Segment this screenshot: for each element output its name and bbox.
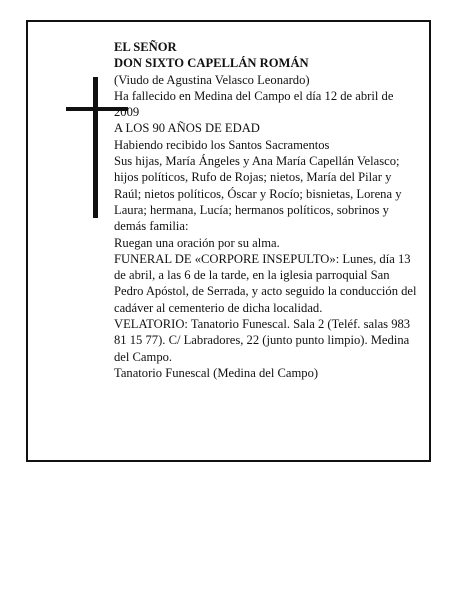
funeral-paragraph: FUNERAL DE «CORPORE INSEPULTO»: Lunes, día 13 de abril, a las 6 de la tarde, en la iglesia parroquial San Pedro Apóstol, de Serrada, y acto seguido la conducción del cadáver al cementerio de dicha localidad. [114,251,417,315]
cross-vertical-bar [93,77,98,218]
sacraments-line: Habiendo recibido los Santos Sacramentos [114,137,330,152]
family-paragraph: Sus hijas, María Ángeles y Ana María Capellán Velasco; hijos políticos, Rufo de Rojas; nietos, María del Pilar y Raúl; nietos políticos, Óscar y Rocío; bisnietas, Lorena y Laura; hermana, Lucía; hermanos políticos, sobrinos y demás familia: [114,154,402,234]
prayer-line: Ruegan una oración por su alma. [114,235,280,250]
age-line: A LOS 90 AÑOS DE EDAD [114,121,260,136]
widower-line: (Viudo de Agustina Velasco Leonardo) [114,72,310,87]
obituary-text [114,39,420,381]
death-date-line: Ha fallecido en Medina del Campo el día 12 de abril de 2009 [114,88,394,120]
wake-paragraph: VELATORIO: Tanatorio Funescal. Sala 2 (Teléf. salas 983 81 15 77). C/ Labradores, 22 (junto punto limpio). Medina del Campo. [114,317,411,364]
deceased-name: DON SIXTO CAPELLÁN ROMÁN [114,56,309,71]
funeral-home-line: Tanatorio Funescal (Medina del Campo) [114,365,319,380]
title-el-senor: EL SEÑOR [114,40,177,54]
